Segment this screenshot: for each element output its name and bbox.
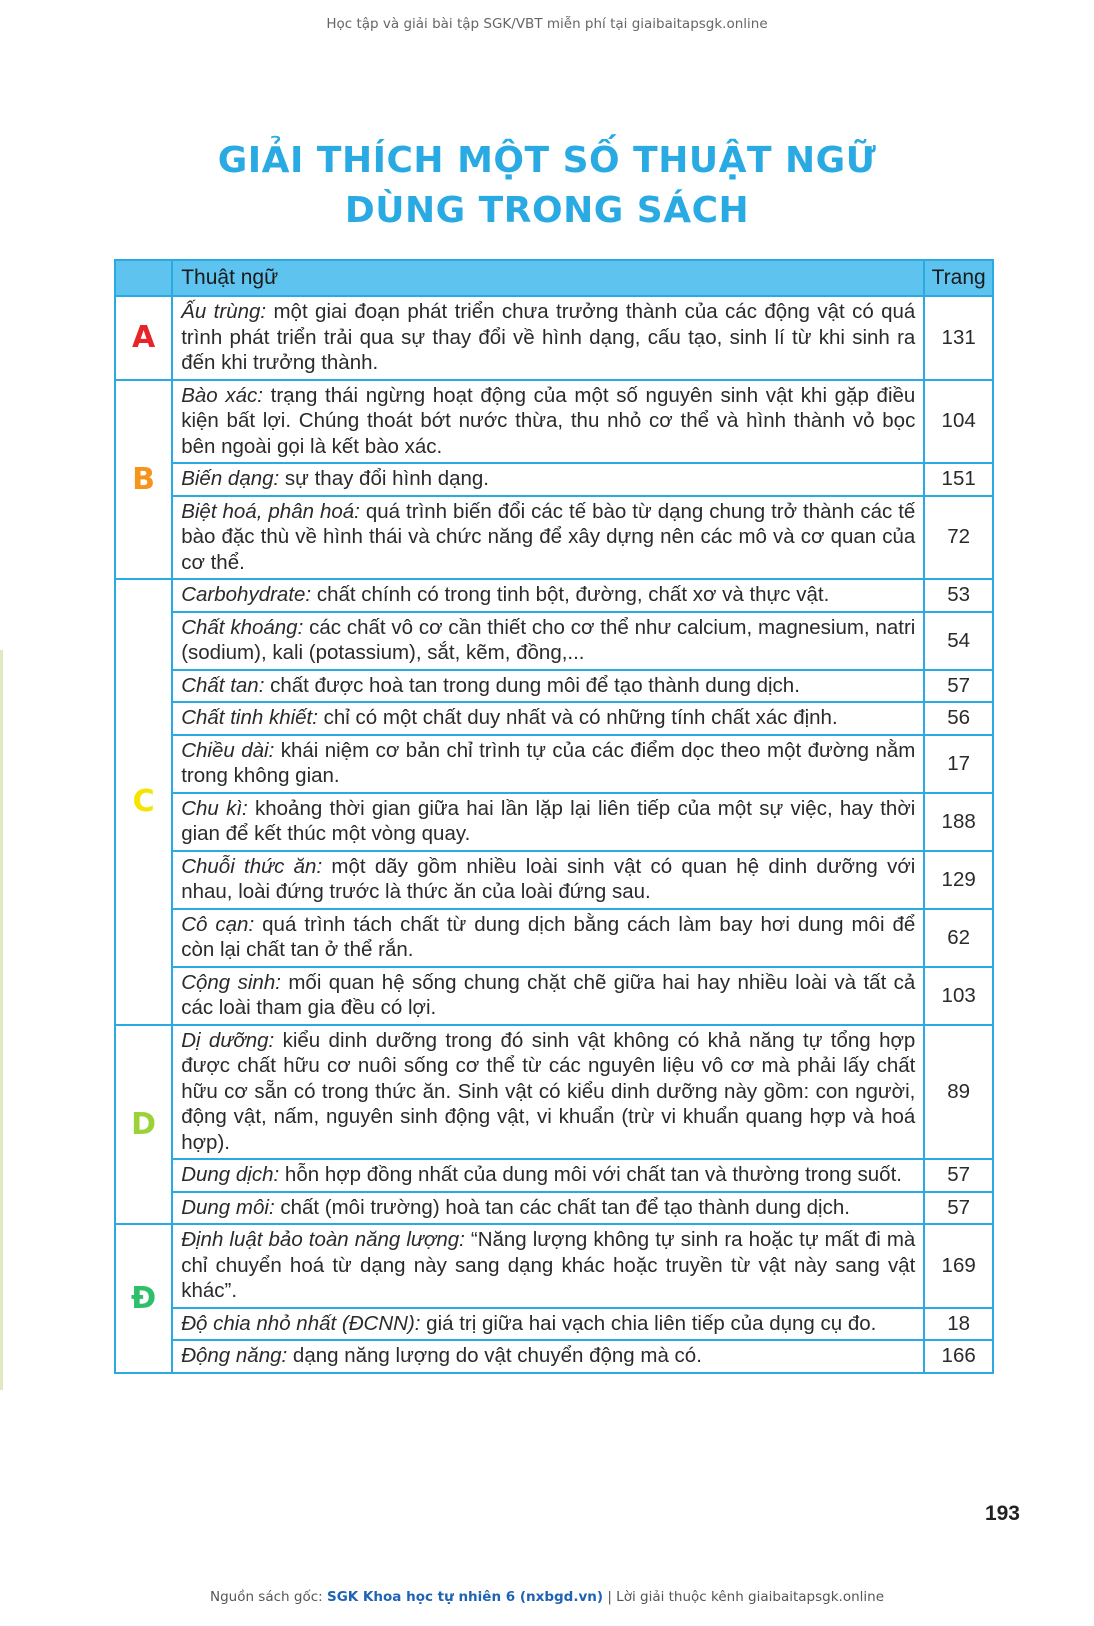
- page-ref: 62: [924, 909, 993, 967]
- table-row: [115, 1192, 993, 1225]
- term-definition: mối quan hệ sống chung chặt chẽ giữa hai hay nhiều loài và tất cả các loài tham gia đều có lợi.: [181, 970, 916, 1019]
- table-header-row: [115, 260, 993, 296]
- table-row: [115, 851, 993, 909]
- page-ref: 166: [924, 1340, 993, 1373]
- term-cell: [172, 1159, 924, 1192]
- page-ref: 151: [924, 463, 993, 496]
- table-row: [115, 702, 993, 735]
- term-name: Carbohydrate:: [181, 583, 312, 606]
- letter-cell: [115, 579, 172, 1025]
- term-cell: [172, 579, 924, 612]
- term-cell: [172, 909, 924, 967]
- table-row: [115, 1159, 993, 1192]
- section-letter: D: [131, 1106, 157, 1142]
- title-line-2: DÙNG TRONG SÁCH: [344, 190, 750, 231]
- table-row: [115, 793, 993, 851]
- page-ref: 54: [924, 612, 993, 670]
- term-definition: “Năng lượng không tự sinh ra hoặc tự mất đi mà chỉ chuyển hoá từ dạng này sang dạng khác hoặc truyền từ vật này sang vật khác”.: [181, 1228, 916, 1302]
- term-definition: chất (môi trường) hoà tan các chất tan để tạo thành dung dịch.: [274, 1195, 850, 1219]
- term-cell: [172, 793, 924, 851]
- term-definition: khoảng thời gian giữa hai lần lặp lại liên tiếp của một sự việc, hay thời gian để kết thúc một vòng quay.: [181, 796, 916, 845]
- term-cell: [172, 612, 924, 670]
- term-name: Chất khoáng:: [181, 615, 304, 639]
- term-definition: trạng thái ngừng hoạt động của một số nguyên sinh vật khi gặp điều kiện bất lợi. Chúng thoát bớt nước thừa, thu nhỏ cơ thể và hình thành vỏ bọc bên ngoài gọi là kết bào xác.: [181, 383, 916, 458]
- table-row: [115, 967, 993, 1025]
- glossary-body: [115, 296, 993, 1373]
- page-ref: 104: [924, 380, 993, 464]
- letter-cell: [115, 1025, 172, 1225]
- table-row: [115, 670, 993, 703]
- page-ref: 72: [924, 496, 993, 580]
- page-ref: 169: [924, 1224, 993, 1308]
- term-definition: giá trị giữa hai vạch chia liên tiếp của dụng cụ đo.: [420, 1311, 877, 1335]
- table-row: [115, 735, 993, 793]
- page-ref: 89: [924, 1025, 993, 1160]
- term-definition: chỉ có một chất duy nhất và có những tính chất xác định.: [317, 706, 838, 729]
- term-name: Cộng sinh:: [181, 970, 281, 994]
- section-letter: A: [131, 320, 156, 356]
- term-name: Dung dịch:: [181, 1163, 280, 1186]
- table-row: [115, 1224, 993, 1308]
- term-definition: kiểu dinh dưỡng trong đó sinh vật không có khả năng tự tổng hợp được chất hữu cơ nuôi sống cơ thể từ các nguyên liệu vô cơ mà phải lấy chất hữu cơ sẵn có trong thức ăn. Sinh vật có kiểu dinh dưỡng này gồm: con người, động vật, nấm, nguyên sinh động vật, vi khuẩn (trừ vi khuẩn quang hợp và hoá hợp).: [181, 1028, 916, 1154]
- term-definition: hỗn hợp đồng nhất của dung môi với chất tan và thường trong suốt.: [279, 1163, 902, 1186]
- term-name: Biệt hoá, phân hoá:: [181, 499, 360, 523]
- term-name: Bào xác:: [181, 383, 263, 407]
- table-row: [115, 909, 993, 967]
- table-row: [115, 463, 993, 496]
- term-name: Chất tan:: [181, 673, 265, 697]
- term-definition: dạng năng lượng do vật chuyển động mà có.: [287, 1344, 702, 1367]
- source-link[interactable]: SGK Khoa học tự nhiên 6 (nxbgd.vn): [326, 1589, 604, 1605]
- section-letter: B: [132, 461, 156, 497]
- title-line-1: GIẢI THÍCH MỘT SỐ THUẬT NGỮ: [217, 140, 877, 181]
- term-cell: [172, 380, 924, 464]
- term-name: Độ chia nhỏ nhất (ĐCNN):: [181, 1311, 421, 1335]
- term-name: Định luật bảo toàn năng lượng:: [181, 1228, 465, 1251]
- page-ref: 129: [924, 851, 993, 909]
- term-cell: [172, 670, 924, 703]
- term-definition: quá trình tách chất từ dung dịch bằng cách làm bay hơi dung môi để còn lại chất tan ở thể rắn.: [181, 912, 916, 961]
- term-name: Chu kì:: [181, 796, 248, 820]
- page-ref: 17: [924, 735, 993, 793]
- term-cell: [172, 463, 924, 496]
- term-name: Chiều dài:: [181, 738, 275, 762]
- term-definition: khái niệm cơ bản chỉ trình tự của các điểm dọc theo một đường nằm trong không gian.: [181, 738, 916, 787]
- page-title: [0, 136, 1094, 236]
- letter-cell: [115, 1224, 172, 1373]
- term-name: Ấu trùng:: [181, 300, 267, 323]
- glossary-table: [114, 259, 994, 1374]
- header-term: Thuật ngữ: [172, 260, 924, 296]
- header-page: Trang: [924, 260, 993, 296]
- term-name: Động năng:: [181, 1344, 288, 1367]
- header-note: Học tập và giải bài tập SGK/VBT miễn phí tại giaibaitapsgk.online: [326, 16, 768, 32]
- margin-stripe: [0, 650, 3, 1390]
- term-cell: [172, 1340, 924, 1373]
- term-name: Dung môi:: [181, 1195, 275, 1219]
- page-ref: 57: [924, 670, 993, 703]
- letter-cell: [115, 296, 172, 380]
- footer-prefix: Nguồn sách gốc:: [209, 1589, 327, 1605]
- term-cell: [172, 496, 924, 580]
- term-cell: [172, 296, 924, 380]
- term-cell: [172, 1192, 924, 1225]
- footer-suffix: | Lời giải thuộc kênh giaibaitapsgk.online: [603, 1589, 885, 1605]
- page-ref: 57: [924, 1192, 993, 1225]
- page-ref: 18: [924, 1308, 993, 1341]
- term-cell: [172, 1224, 924, 1308]
- page-ref: 57: [924, 1159, 993, 1192]
- term-definition: sự thay đổi hình dạng.: [279, 467, 489, 490]
- term-definition: một dãy gồm nhiều loài sinh vật có quan hệ dinh dưỡng với nhau, loài đứng trước là thức ăn của loài đứng sau.: [181, 854, 916, 903]
- section-letter: Đ: [131, 1280, 157, 1316]
- table-row: [115, 1340, 993, 1373]
- table-row: [115, 380, 993, 464]
- term-definition: chất chính có trong tinh bột, đường, chất xơ và thực vật.: [311, 583, 830, 606]
- table-row: [115, 579, 993, 612]
- page-ref: 53: [924, 579, 993, 612]
- term-definition: các chất vô cơ cần thiết cho cơ thể như calcium, magnesium, natri (sodium), kali (potassium), sắt, kẽm, đồng,...: [181, 615, 916, 664]
- page-ref: 103: [924, 967, 993, 1025]
- table-row: [115, 296, 993, 380]
- term-cell: [172, 967, 924, 1025]
- page-ref: 188: [924, 793, 993, 851]
- term-cell: [172, 702, 924, 735]
- page-ref: 131: [924, 296, 993, 380]
- letter-cell: [115, 380, 172, 580]
- header-letter-cell: [115, 260, 172, 296]
- term-definition: chất được hoà tan trong dung môi để tạo thành dung dịch.: [264, 673, 800, 697]
- term-name: Chất tinh khiết:: [181, 706, 318, 729]
- term-cell: [172, 1025, 924, 1160]
- table-row: [115, 1308, 993, 1341]
- footer-note: [0, 1589, 1094, 1605]
- table-row: [115, 612, 993, 670]
- page-number: 193: [984, 1502, 1020, 1525]
- term-name: Biến dạng:: [181, 467, 280, 490]
- table-row: [115, 496, 993, 580]
- term-cell: [172, 851, 924, 909]
- term-cell: [172, 1308, 924, 1341]
- term-cell: [172, 735, 924, 793]
- term-name: Chuỗi thức ăn:: [181, 854, 323, 878]
- term-definition: quá trình biến đổi các tế bào từ dạng chung trở thành các tế bào đặc thù về hình thái và chức năng để xây dựng nên các mô và cơ quan của cơ thể.: [181, 499, 916, 574]
- term-name: Dị dưỡng:: [181, 1028, 275, 1052]
- table-row: [115, 1025, 993, 1160]
- term-name: Cô cạn:: [181, 912, 255, 936]
- term-definition: một giai đoạn phát triển chưa trưởng thành của các động vật có quá trình phát triển trải qua sự thay đổi về hình dạng, cấu tạo, sinh lí từ khi sinh ra đến khi trưởng thành.: [181, 300, 916, 374]
- section-letter: C: [132, 784, 155, 820]
- page-ref: 56: [924, 702, 993, 735]
